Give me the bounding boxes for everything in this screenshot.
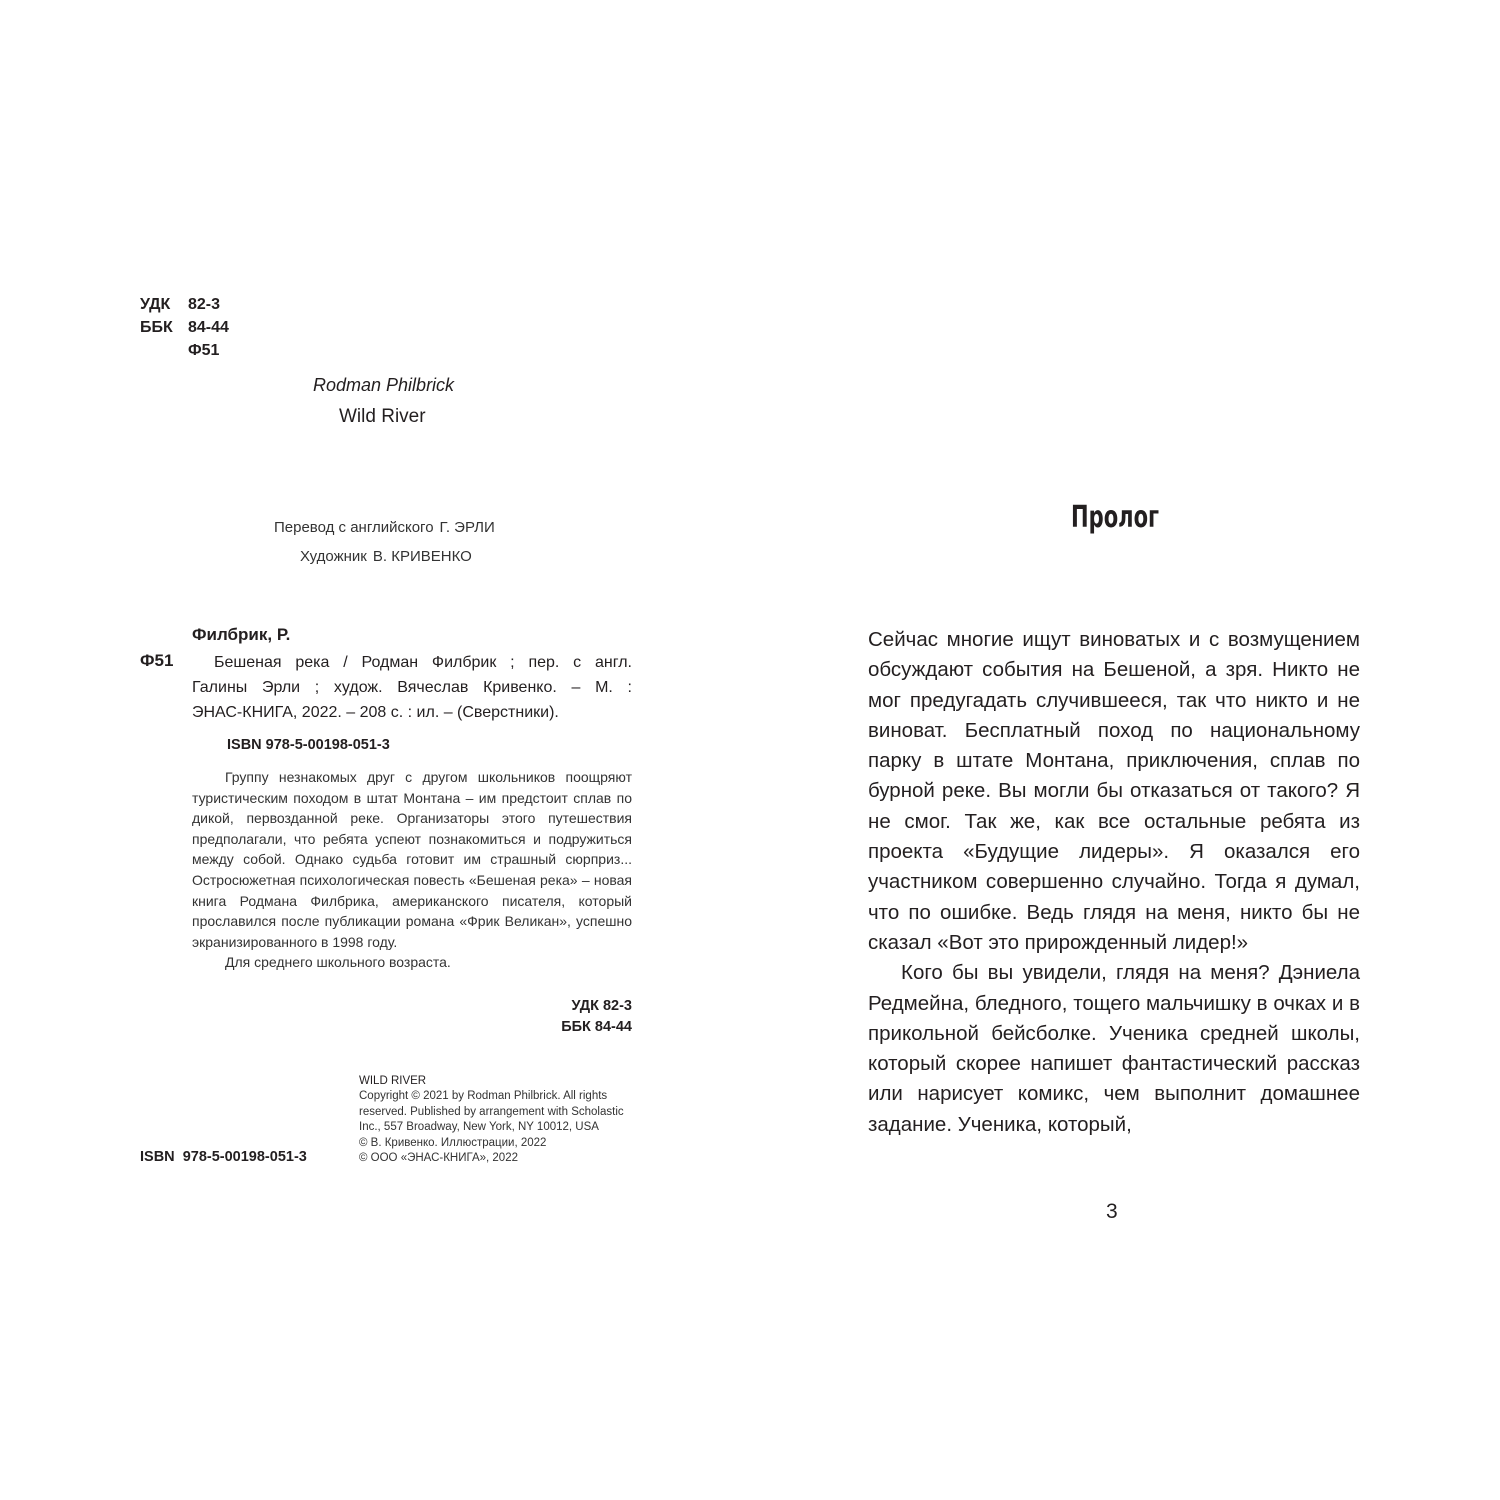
entry-codes xyxy=(492,996,632,1038)
chapter-body xyxy=(868,625,1360,1140)
bib-line: Галины Эрли ; худож. Вячеслав Кривенко. – М. : xyxy=(192,679,632,696)
page-number: 3 xyxy=(1106,1200,1118,1223)
annotation-text: Группу незнакомых друг с другом школьников поощряют туристическим походом в штат Монтана – им предстоит сплав по дикой, первозданной реке. Организаторы этого путешествия предполагали, что ребята успеют познакомиться и подружиться между собой. Однако судьба готовит им страшный сюрприз... Остросюжетная психологическая повесть «Бешеная река» – новая книга Родмана Филбрика, американского писателя, который прославился после публикации романа «Фрик Великан», успешно экранизированного в 1998 году. xyxy=(192,769,632,950)
translation-credit: Перевод с английского Г. ЭРЛИ xyxy=(274,519,495,536)
artist-credit: Художник В. КРИВЕНКО xyxy=(300,548,472,565)
original-author: Rodman Philbrick xyxy=(313,375,455,395)
index-codes xyxy=(140,293,229,362)
copyright-line: Inc., 557 Broadway, New York, NY 10012, USA xyxy=(359,1121,599,1134)
annotation xyxy=(192,767,632,973)
udk-code: УДК 82-3 xyxy=(140,296,221,313)
copyright-line: Copyright © 2021 by Rodman Philbrick. All rights xyxy=(359,1090,608,1103)
bbk-code: ББК 84-44 xyxy=(140,319,229,336)
bib-line: Бешеная река / Родман Филбрик ; пер. с англ. xyxy=(214,654,632,671)
bib-line: ЭНАС-КНИГА, 2022. – 208 с. : ил. – (Сверстники). xyxy=(192,704,559,721)
entry-code: Ф51 xyxy=(140,651,174,670)
copyright-line: reserved. Published by arrangement with Scholastic xyxy=(359,1105,624,1118)
paragraph: Сейчас многие ищут виноватых и с возмущением обсуждают события на Бешеной, а зря. Никто не мог предугадать случившееся, так что никто и не виноват. Бесплатный поход по национальному парку в штате Монтана, приключения, сплав по бурной реке. Вы могли бы отказаться от такого? Я не смог. Так же, как все остальные ребята из проекта «Будущие лидеры». Я оказался его участником совершенно случайно. Тогда я думал, что по ошибке. Ведь глядя на меня, никто бы не сказал «Вот это прирожденный лидер!» xyxy=(868,628,1360,954)
entry-bbk: ББК 84-44 xyxy=(561,1019,632,1035)
copyright-heading: WILD RIVER xyxy=(359,1075,427,1087)
bottom-isbn: ISBN 978-5-00198-051-3 xyxy=(140,1149,307,1165)
chapter-title: Пролог xyxy=(1071,500,1160,535)
copyright-block xyxy=(359,1074,639,1166)
copyright-line: © В. Кривенко. Иллюстрации, 2022 xyxy=(359,1136,547,1149)
entry-udk: УДК 82-3 xyxy=(571,998,632,1014)
age-note: Для среднего школьного возраста. xyxy=(225,954,451,971)
paragraph: Кого бы вы увидели, глядя на меня? Дэниела Редмейна, бледного, тощего мальчишку в очках и в прикольной бейсболке. Ученика средней школы, который скорее напишет фантастический рассказ или нарисует комикс, чем выполнит домашнее задание. Ученика, который, xyxy=(868,961,1360,1136)
entry-author-heading: Филбрик, Р. xyxy=(192,625,291,644)
bibliographic-record xyxy=(192,650,632,725)
author-mark: Ф51 xyxy=(188,342,220,359)
entry-isbn: ISBN 978-5-00198-051-3 xyxy=(227,737,390,753)
copyright-line: © ООО «ЭНАС-КНИГА», 2022 xyxy=(359,1152,518,1165)
original-title: Wild River xyxy=(339,406,426,427)
